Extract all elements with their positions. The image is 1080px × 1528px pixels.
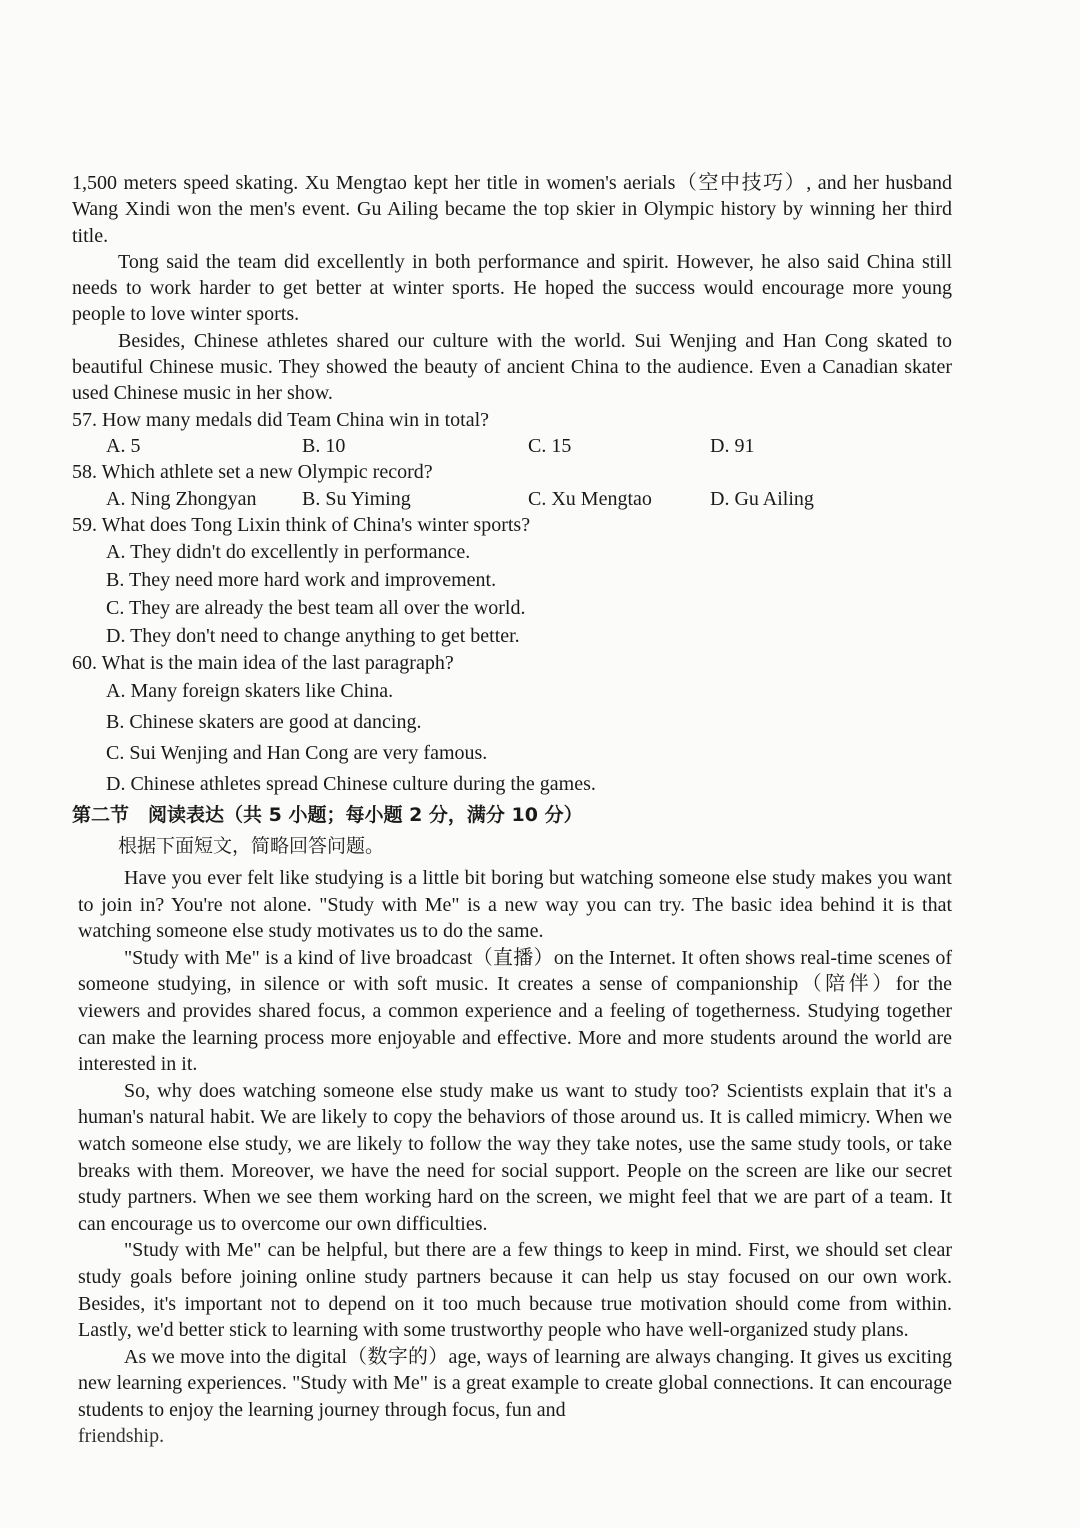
option-c: C. They are already the best team all over the world. — [106, 597, 526, 620]
section-instruction: 根据下面短文，简略回答问题。 — [118, 834, 385, 857]
question-59 — [72, 512, 952, 650]
passage2-paragraph-4: "Study with Me" can be helpful, but there are a few things to keep in mind. First, we should set clear study goals before joining online study partners because it can help us stay focused on our own work. Besides, it's important not to depend on it too much because true motivation should come from within. Lastly, we'd better stick to learning with some trustworthy people who have well-organized study plans. — [78, 1239, 952, 1342]
option-d: D. They don't need to change anything to get better. — [106, 625, 520, 648]
option-b: B. They need more hard work and improvement. — [106, 569, 497, 592]
option-c: C. Xu Mengtao — [528, 487, 652, 510]
question-stem: 59. What does Tong Lixin think of China's winter sports? — [72, 513, 531, 536]
passage2-paragraph-2: "Study with Me" is a kind of live broadcast（直播）on the Internet. It often shows real-time scenes of someone studying, in silence or with soft music. It creates a sense of companionship（陪伴）for the viewers and provides shared focus, a common experience and a feeling of togetherness. Studying together can make the learning process more enjoyable and effective. More and more students around the world are interested in it. — [78, 946, 952, 1076]
option-a: A. 5 — [106, 434, 141, 457]
passage1-paragraph-1: 1,500 meters speed skating. Xu Mengtao kept her title in women's aerials（空中技巧）, and her husband Wang Xindi won the men's event. Gu Ailing became the top skier in Olympic history by winning her third title. — [72, 172, 952, 247]
option-d: D. Gu Ailing — [710, 487, 814, 510]
passage2-paragraph-5: As we move into the digital（数字的）age, ways of learning are always changing. It gives us exciting new learning experiences. "Study with Me" is a great example to create global connections. It can encourage students to enjoy the learning journey through focus, fun and — [78, 1345, 952, 1421]
question-58 — [72, 459, 952, 512]
question-stem: 57. How many medals did Team China win in total? — [72, 408, 490, 431]
section-heading: 第二节 阅读表达（共 5 小题；每小题 2 分，满分 10 分） — [72, 804, 583, 827]
question-stem: 58. Which athlete set a new Olympic record? — [72, 461, 433, 484]
passage1-paragraph-2: Tong said the team did excellently in both performance and spirit. However, he also said China still needs to work harder to get better at winter sports. He hoped the success would encourage more young people to love winter sports. — [72, 250, 952, 326]
option-d: D. Chinese athletes spread Chinese culture during the games. — [106, 773, 596, 796]
question-options — [72, 433, 952, 459]
passage2-paragraph-3: So, why does watching someone else study make us want to study too? Scientists explain that it's a human's natural habit. We are likely to copy the behaviors of those around us. It is called mimicry. When we watch someone else study, we are likely to follow the way they take notes, use the same study tools, or take breaks with them. Moreover, we have the need for social support. People on the screen are like our secret study partners. When we see them working hard on the screen, we might feel that we are part of a team. It can encourage us to overcome our own difficulties. — [78, 1079, 952, 1235]
question-57 — [72, 407, 952, 460]
question-60 — [72, 650, 952, 800]
option-c: C. 15 — [528, 434, 572, 457]
option-a: A. They didn't do excellently in performance. — [106, 541, 471, 564]
question-options — [72, 486, 952, 512]
cut-off-word: friendship. — [78, 1424, 165, 1447]
option-b: B. Chinese skaters are good at dancing. — [106, 711, 422, 734]
passage2 — [78, 865, 952, 1447]
option-d: D. 91 — [710, 434, 755, 457]
question-stem: 60. What is the main idea of the last paragraph? — [72, 652, 454, 675]
option-b: B. 10 — [302, 434, 346, 457]
option-a: A. Ning Zhongyan — [106, 487, 257, 510]
passage2-paragraph-1: Have you ever felt like studying is a little bit boring but watching someone else study makes you want to join in? You're not alone. "Study with Me" is a new way you can try. The basic idea behind it is that watching someone else study motivates us to do the same. — [78, 867, 952, 943]
option-a: A. Many foreign skaters like China. — [106, 680, 394, 703]
page-content — [72, 170, 952, 1447]
option-c: C. Sui Wenjing and Han Cong are very famous. — [106, 742, 488, 765]
option-b: B. Su Yiming — [302, 487, 411, 510]
passage1-paragraph-3: Besides, Chinese athletes shared our culture with the world. Sui Wenjing and Han Cong skated to beautiful Chinese music. They showed the beauty of ancient China to the audience. Even a Canadian skater used Chinese music in her show. — [72, 329, 952, 405]
cut-off-line — [78, 1424, 952, 1447]
